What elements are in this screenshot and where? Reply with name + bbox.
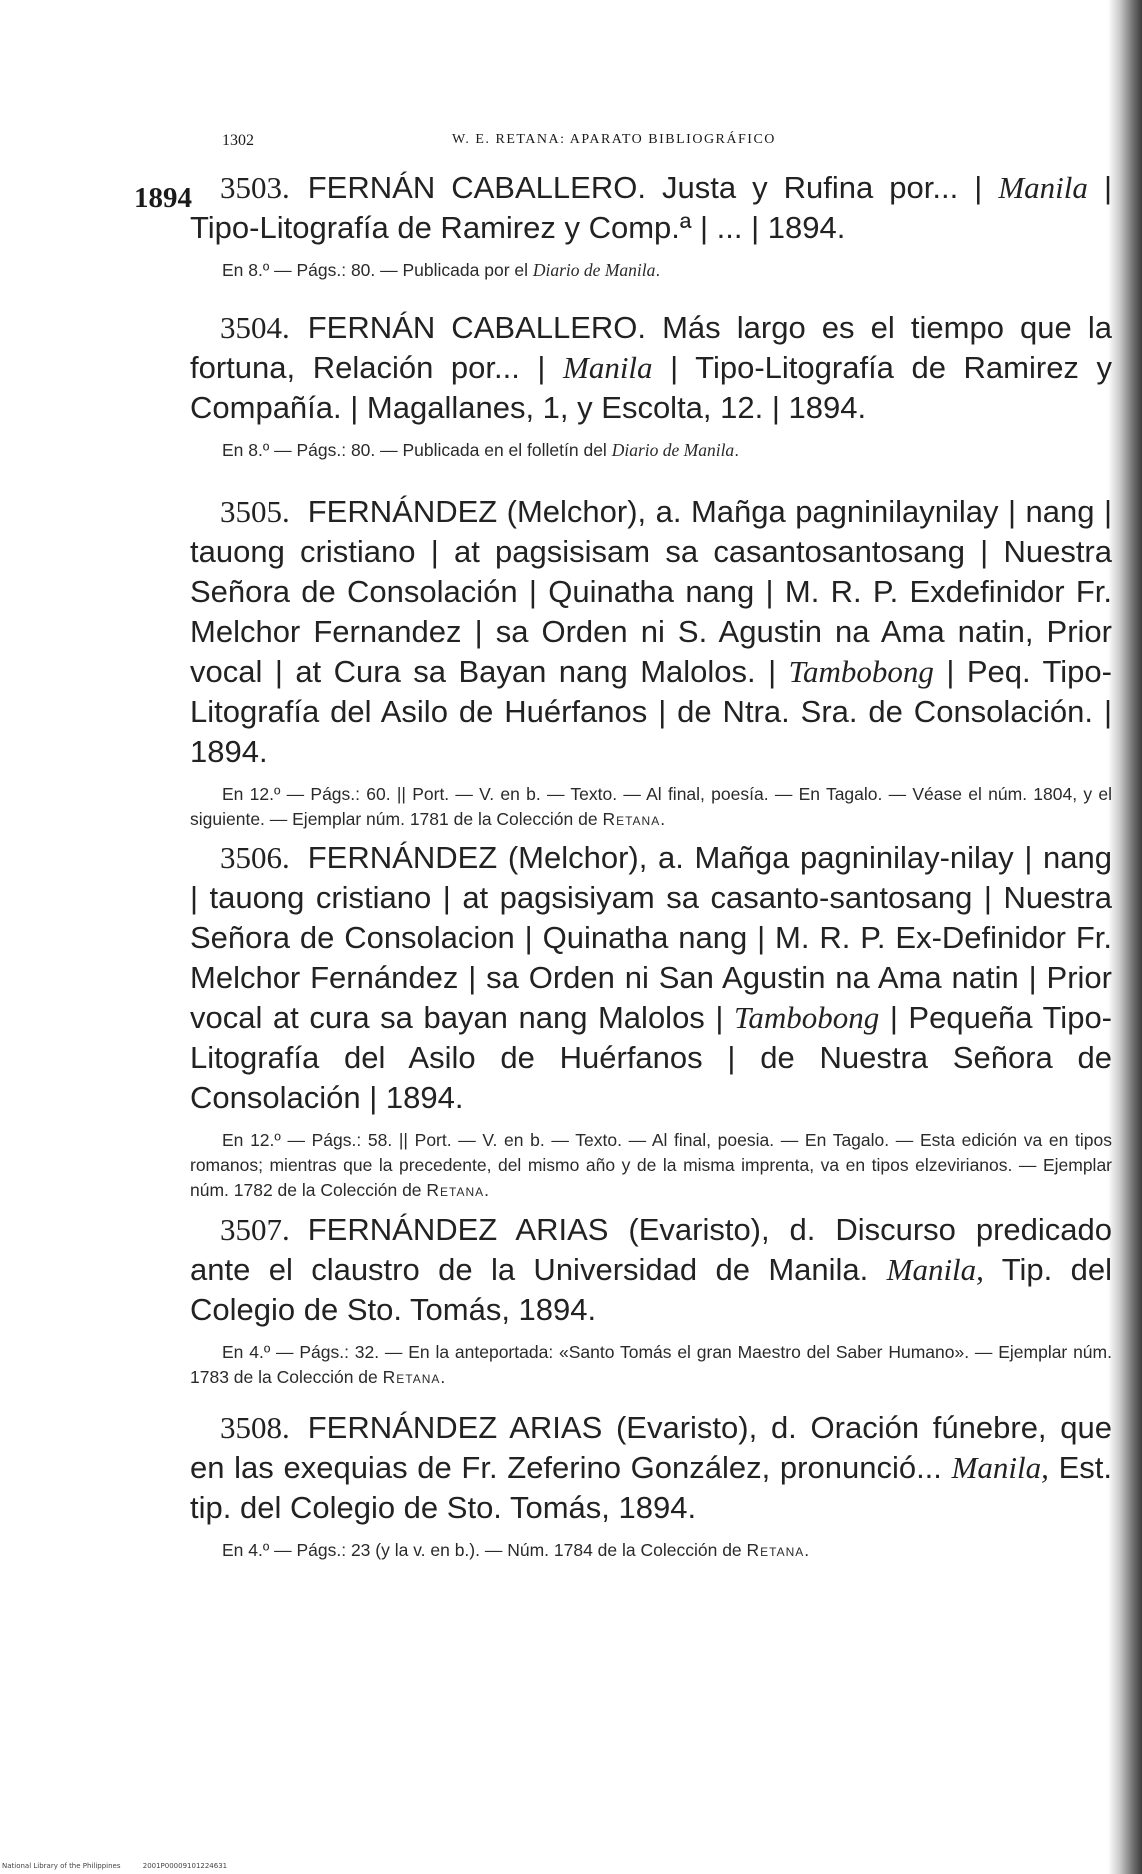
bibliography-entry-3504: [190, 308, 1112, 463]
bibliography-entry-3505: [190, 492, 1112, 832]
entry-text: 3506. FERNÁNDEZ (Melchor), a. Mañga pagninilay-nilay | nang | tauong cristiano | at pagsisiyam sa casanto-santosang | Nuestra Señora de Consolacion | Quinatha nang | M. R. P. Ex-Definidor Fr. Melchor Fernández | sa Orden ni San Agustin na Ama natin | Prior vocal at cura sa bayan nang Malolos | Tambobong | Pequeña Tipo-Litografía del Asilo de Huérfanos | de Nuestra Señora de Consolación | 1894.: [190, 840, 1113, 1115]
scan-id: 2001P00009101224631: [142, 1862, 228, 1870]
page-edge-shadow: [1108, 0, 1142, 1874]
entry-note: En 12.º — Págs.: 60. || Port. — V. en b. — Texto. — Al final, poesía. — En Tagalo. — Véase el núm. 1804, y el siguiente. — Ejemplar núm. 1781 de la Colección de Retana.: [190, 784, 1112, 829]
entry-note: En 12.º — Págs.: 58. || Port. — V. en b. — Texto. — Al final, poesia. — En Tagalo. — Esta edición va en tipos romanos; mientras que la precedente, del mismo año y de la misma imprenta, va en tipos elzevirianos. — Ejemplar núm. 1782 de la Colección de Retana.: [190, 1130, 1112, 1200]
entry-number: 3503.: [220, 170, 290, 205]
entry-text: 3503. FERNÁN CABALLERO. Justa y Rufina por... | Manila | Tipo-Litografía de Ramirez y Comp.ª | ... | 1894.: [190, 170, 1112, 245]
bibliography-entry-3507: [190, 1210, 1112, 1390]
scan-footer: [2, 1862, 247, 1870]
imprint-place: Manila: [563, 350, 653, 385]
imprint-place: Tambobong: [788, 654, 934, 689]
entry-note: En 4.º — Págs.: 32. — En la anteportada: «Santo Tomás el gran Maestro del Saber Humano». — Ejemplar núm. 1783 de la Colección de Retana.: [190, 1342, 1112, 1387]
library-credit: National Library of the Philippines: [2, 1862, 121, 1870]
imprint-place: Manila,: [886, 1252, 984, 1287]
entry-number: 3505.: [220, 494, 290, 529]
imprint-place: Manila,: [951, 1450, 1049, 1485]
imprint-place: Manila: [998, 170, 1088, 205]
entry-note: En 8.º — Págs.: 80. — Publicada en el folletín del Diario de Manila.: [222, 440, 740, 460]
margin-year: 1894: [134, 182, 192, 214]
entry-number: 3507.: [220, 1212, 290, 1247]
entry-text: 3508. FERNÁNDEZ ARIAS (Evaristo), d. Oración fúnebre, que en las exequias de Fr. Zeferino González, pronunció... Manila, Est. tip. del Colegio de Sto. Tomás, 1894.: [190, 1410, 1112, 1525]
imprint-place: Tambobong: [733, 1000, 880, 1035]
entry-text: 3505. FERNÁNDEZ (Melchor), a. Mañga pagninilaynilay | nang | tauong cristiano | at pagsisisam sa casantosantosang | Nuestra Señora de Consolación | Quinatha nang | M. R. P. Exdefinidor Fr. Melchor Fernandez | sa Orden ni S. Agustin na Ama natin, Prior vocal | at Cura sa Bayan nang Malolos. | Tambobong | Peq. Tipo-Litografía del Asilo de Huérfanos | de Ntra. Sra. de Consolación. | 1894.: [190, 494, 1112, 769]
bibliography-entry-3503: [190, 168, 1112, 283]
entry-number: 3508.: [220, 1410, 290, 1445]
bibliography-entry-3508: [190, 1408, 1112, 1563]
entry-number: 3506.: [220, 840, 290, 875]
bibliography-entry-3506: [190, 838, 1112, 1203]
page-number: 1302: [222, 132, 254, 149]
entry-note: En 8.º — Págs.: 80. — Publicada por el Diario de Manila.: [222, 260, 661, 280]
running-title: W. E. RETANA: APARATO BIBLIOGRÁFICO: [452, 132, 776, 147]
entry-text: 3504. FERNÁN CABALLERO. Más largo es el tiempo que la fortuna, Relación por... | Manila | Tipo-Litografía de Ramirez y Compañía. | Magallanes, 1, y Escolta, 12. | 1894.: [190, 310, 1112, 425]
entry-number: 3504.: [220, 310, 290, 345]
entry-note: En 4.º — Págs.: 23 (y la v. en b.). — Núm. 1784 de la Colección de Retana.: [222, 1540, 810, 1560]
entry-text: 3507. FERNÁNDEZ ARIAS (Evaristo), d. Discurso predicado ante el claustro de la Universidad de Manila. Manila, Tip. del Colegio de Sto. Tomás, 1894.: [190, 1212, 1112, 1327]
